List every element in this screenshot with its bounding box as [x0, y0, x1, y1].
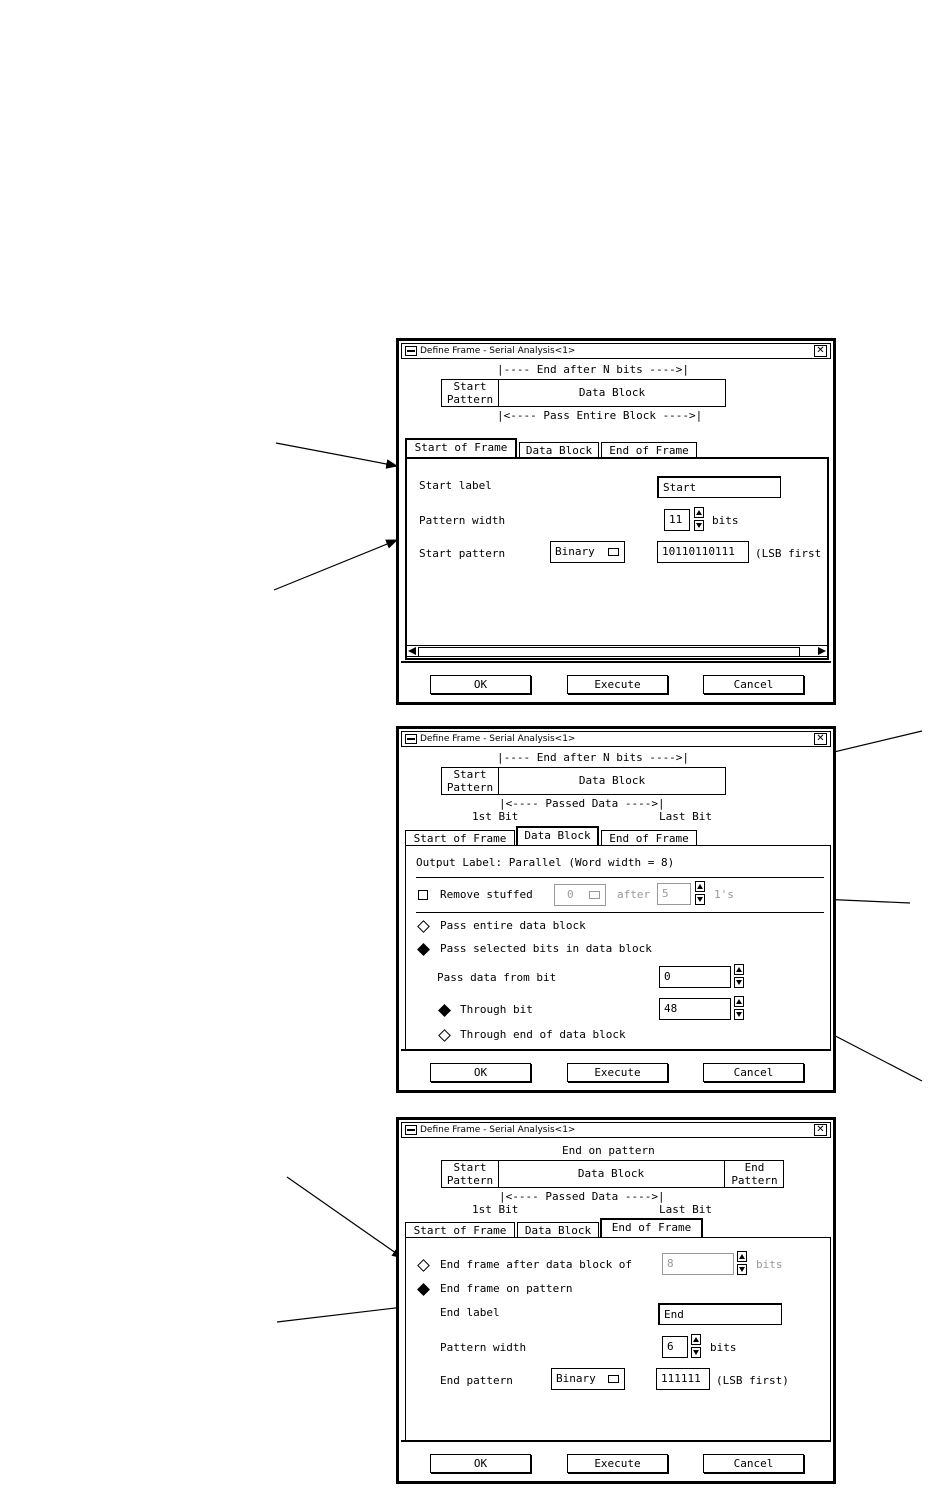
through-bit-input[interactable]: 48 — [659, 998, 731, 1020]
spin-down-icon[interactable] — [734, 977, 744, 988]
tab-end-of-frame[interactable]: End of Frame — [601, 442, 697, 458]
diagram-top-label: End on pattern — [562, 1144, 655, 1157]
callout-arrow — [274, 540, 397, 590]
start-pattern-cell — [442, 1161, 499, 1187]
stuffed-bit-dropdown[interactable] — [554, 884, 606, 906]
through-end-radio[interactable] — [438, 1029, 451, 1042]
cancel-button[interactable]: Cancel — [703, 1454, 804, 1473]
option-menu-icon — [608, 1375, 619, 1383]
spin-up-icon[interactable] — [695, 881, 705, 892]
tab-start-of-frame[interactable]: Start of Frame — [405, 438, 517, 457]
start-pattern-input[interactable]: 10110110111 — [657, 541, 749, 563]
spin-down-icon[interactable] — [691, 1347, 701, 1358]
end-after-radio[interactable] — [417, 1259, 430, 1272]
scroll-right-icon[interactable] — [818, 647, 826, 655]
start-pattern-line2: Pattern — [446, 393, 494, 406]
bits-text: bits — [712, 514, 739, 527]
frame-diagram — [441, 379, 726, 407]
title-bar[interactable] — [401, 343, 831, 359]
tab-data-block[interactable]: Data Block — [516, 826, 599, 845]
format-value: Binary — [555, 545, 595, 558]
window-title: Define Frame - Serial Analysis<1> — [420, 346, 576, 356]
pattern-width-input[interactable]: 11 — [664, 509, 690, 531]
start-pattern-line2: Pattern — [446, 781, 494, 794]
data-block-cell: Data Block — [577, 1167, 645, 1180]
spin-down-icon[interactable] — [695, 894, 705, 905]
divider — [416, 877, 824, 878]
option-menu-icon — [608, 548, 619, 556]
pattern-width-input[interactable]: 6 — [662, 1336, 688, 1358]
end-pattern-line2: Pattern — [731, 1174, 778, 1187]
ok-button[interactable]: OK — [430, 675, 531, 694]
end-after-text: End frame after data block of — [440, 1258, 633, 1271]
diagram-top-label: |---- End after N bits ---->| — [497, 751, 690, 764]
start-pattern-text: Start pattern — [419, 547, 506, 560]
tab-start-of-frame[interactable]: Start of Frame — [405, 1222, 515, 1238]
pass-entire-text: Pass entire data block — [440, 919, 586, 932]
window-menu-icon[interactable] — [405, 1125, 417, 1135]
after-count-input[interactable]: 5 — [657, 883, 691, 905]
title-bar[interactable] — [401, 1122, 831, 1138]
format-dropdown[interactable] — [551, 1368, 625, 1390]
first-bit-label: 1st Bit — [472, 810, 519, 823]
spin-down-icon[interactable] — [734, 1009, 744, 1020]
pass-from-spinner[interactable] — [734, 964, 744, 988]
tab-start-of-frame[interactable]: Start of Frame — [405, 830, 515, 846]
tab-panel — [405, 845, 831, 1050]
window-menu-icon[interactable] — [405, 734, 417, 744]
diagram-bottom-label: |<---- Passed Data ---->| — [499, 1190, 665, 1203]
end-label-text: End label — [440, 1306, 500, 1319]
format-value: Binary — [556, 1372, 596, 1385]
start-label-input[interactable]: Start — [657, 476, 781, 498]
through-bit-text: Through bit — [460, 1003, 533, 1016]
spin-down-icon[interactable] — [737, 1264, 747, 1275]
end-pattern-line1: End — [744, 1161, 765, 1174]
define-frame-dialog-start — [396, 338, 836, 705]
frame-diagram — [441, 767, 726, 795]
start-label-text: Start label — [419, 479, 492, 492]
spin-up-icon[interactable] — [694, 507, 704, 518]
callout-arrow — [277, 1306, 412, 1322]
pattern-width-spinner[interactable] — [691, 1334, 701, 1358]
stuffed-bit-value: 0 — [567, 888, 574, 901]
through-bit-spinner[interactable] — [734, 996, 744, 1020]
tab-end-of-frame[interactable]: End of Frame — [600, 1218, 703, 1237]
define-frame-dialog-data — [396, 726, 836, 1093]
ones-text: 1's — [714, 888, 734, 901]
bits-text: bits — [710, 1341, 737, 1354]
ok-button[interactable]: OK — [430, 1063, 531, 1082]
callout-arrow — [287, 1177, 403, 1258]
end-pattern-text: End pattern — [440, 1374, 513, 1387]
pass-selected-text: Pass selected bits in data block — [440, 942, 652, 955]
spin-up-icon[interactable] — [734, 964, 744, 975]
format-dropdown[interactable] — [550, 541, 625, 563]
lsb-text: (LSB first — [755, 547, 822, 560]
option-menu-icon — [589, 891, 600, 899]
start-pattern-cell — [442, 380, 499, 406]
button-bar — [401, 1049, 831, 1093]
window-menu-icon[interactable] — [405, 346, 417, 356]
frame-diagram — [441, 1160, 784, 1188]
end-pattern-cell — [724, 1161, 784, 1187]
spin-up-icon[interactable] — [691, 1334, 701, 1345]
end-after-bits-text: bits — [756, 1258, 783, 1271]
lsb-text: (LSB first) — [716, 1374, 789, 1387]
execute-button[interactable]: Execute — [567, 1454, 668, 1473]
start-pattern-line2: Pattern — [446, 1174, 494, 1187]
close-icon[interactable]: ✕ — [814, 345, 827, 357]
cancel-button[interactable]: Cancel — [703, 675, 804, 694]
button-bar — [401, 661, 831, 705]
start-pattern-line1: Start — [453, 768, 487, 781]
diagram-bottom-label: |<---- Pass Entire Block ---->| — [497, 409, 703, 422]
data-block-cell: Data Block — [578, 386, 646, 399]
remove-stuffed-text: Remove stuffed — [440, 888, 533, 901]
end-pattern-input[interactable]: 111111 — [656, 1368, 710, 1390]
scroll-left-icon[interactable] — [408, 647, 416, 655]
end-on-pattern-radio[interactable] — [417, 1283, 430, 1296]
horizontal-scrollbar[interactable] — [405, 645, 829, 657]
last-bit-label: Last Bit — [659, 1203, 712, 1216]
start-pattern-line1: Start — [453, 380, 487, 393]
tab-data-block[interactable]: Data Block — [517, 1222, 599, 1238]
spin-up-icon[interactable] — [734, 996, 744, 1007]
end-label-input[interactable]: End — [658, 1303, 782, 1325]
pass-selected-radio[interactable] — [417, 943, 430, 956]
diagram-bottom-label: |<---- Passed Data ---->| — [499, 797, 665, 810]
divider — [416, 912, 824, 913]
pattern-width-spinner[interactable] — [694, 507, 704, 531]
pass-from-input[interactable]: 0 — [659, 966, 731, 988]
last-bit-label: Last Bit — [659, 810, 712, 823]
tab-panel — [405, 457, 829, 660]
output-label-text: Output Label: Parallel (Word width = 8) — [416, 856, 675, 869]
after-count-spinner[interactable] — [695, 881, 705, 905]
execute-button[interactable]: Execute — [567, 675, 668, 694]
end-after-spinner[interactable] — [737, 1251, 747, 1275]
callout-arrow — [276, 443, 397, 466]
first-bit-label: 1st Bit — [472, 1203, 519, 1216]
start-pattern-line1: Start — [453, 1161, 487, 1174]
close-icon[interactable]: ✕ — [814, 733, 827, 745]
tab-data-block[interactable]: Data Block — [519, 442, 599, 458]
pass-entire-radio[interactable] — [417, 920, 430, 933]
pattern-width-text: Pattern width — [440, 1341, 527, 1354]
execute-button[interactable]: Execute — [567, 1063, 668, 1082]
data-block-cell: Data Block — [578, 774, 646, 787]
button-bar — [401, 1440, 831, 1484]
tab-end-of-frame[interactable]: End of Frame — [601, 830, 697, 846]
after-text: after — [617, 888, 651, 901]
scroll-thumb[interactable] — [418, 647, 800, 657]
window-title: Define Frame - Serial Analysis<1> — [420, 1125, 576, 1135]
start-pattern-cell — [442, 768, 499, 794]
define-frame-dialog-end — [396, 1117, 836, 1484]
end-on-pattern-text: End frame on pattern — [440, 1282, 573, 1295]
tab-panel — [405, 1237, 831, 1442]
through-bit-radio[interactable] — [438, 1004, 451, 1017]
through-end-text: Through end of data block — [460, 1028, 626, 1041]
spin-up-icon[interactable] — [737, 1251, 747, 1262]
cancel-button[interactable]: Cancel — [703, 1063, 804, 1082]
remove-stuffed-checkbox[interactable] — [418, 890, 428, 900]
close-icon[interactable]: ✕ — [814, 1124, 827, 1136]
diagram-top-label: |---- End after N bits ---->| — [497, 363, 690, 376]
title-bar[interactable] — [401, 731, 831, 747]
window-title: Define Frame - Serial Analysis<1> — [420, 734, 576, 744]
pass-from-text: Pass data from bit — [437, 971, 557, 984]
pattern-width-text: Pattern width — [419, 514, 506, 527]
ok-button[interactable]: OK — [430, 1454, 531, 1473]
spin-down-icon[interactable] — [694, 520, 704, 531]
end-after-input[interactable]: 8 — [662, 1253, 734, 1275]
